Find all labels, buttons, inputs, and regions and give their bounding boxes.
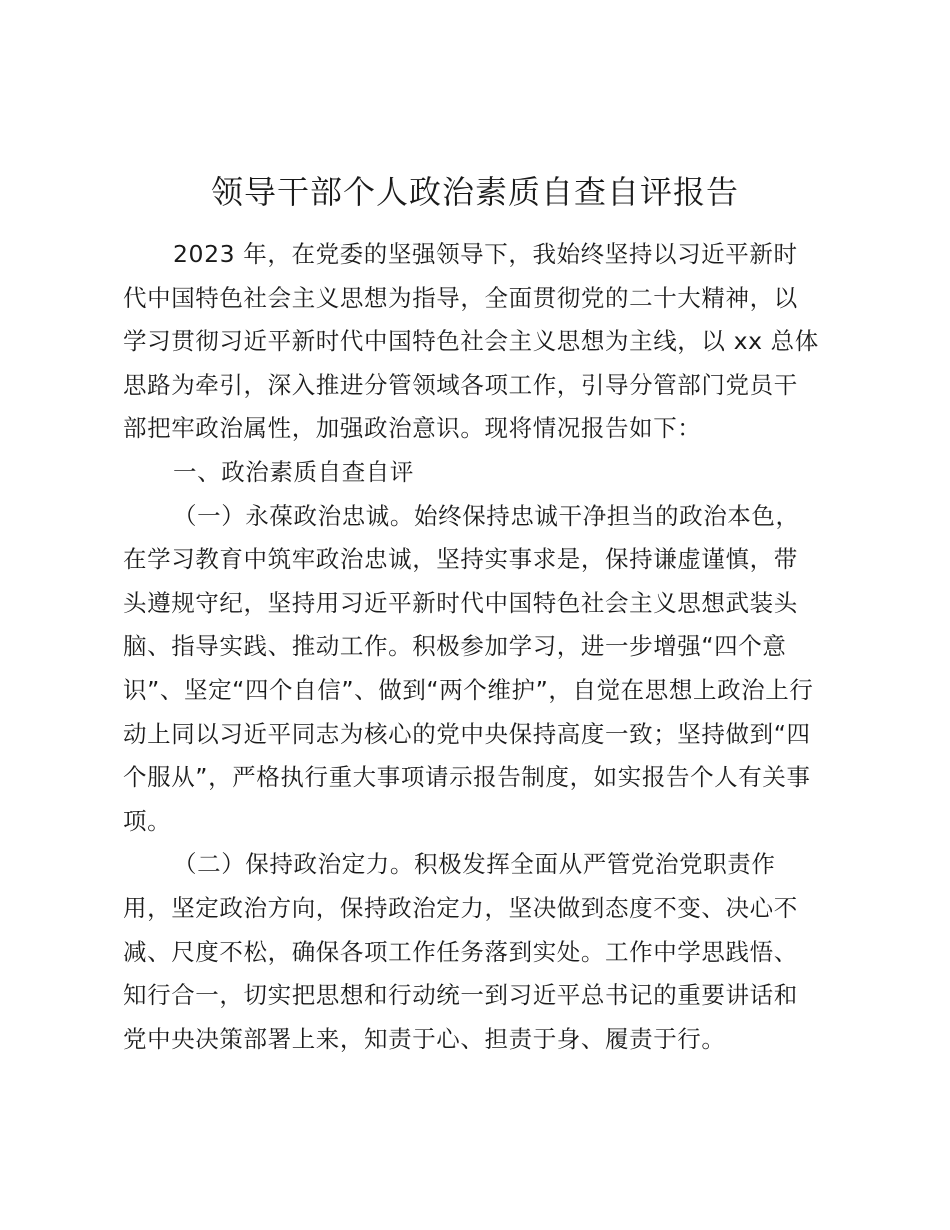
- paragraph-line: 代中国特色社会主义思想为指导，全面贯彻党的二十大精神，以: [123, 283, 798, 312]
- document-title: 领导干部个人政治素质自查自评报告: [210, 173, 739, 211]
- paragraph-line: 部把牢政治属性，加强政治意识。现将情况报告如下：: [123, 414, 702, 443]
- paragraph-line: （一）永葆政治忠诚。始终保持忠诚干净担当的政治本色，: [173, 501, 800, 530]
- paragraph-line: 减、尺度不松，确保各项工作任务落到实处。工作中学思践悟、: [123, 937, 798, 966]
- paragraph-line: 动上同以习近平同志为核心的党中央保持高度一致；坚持做到“四: [123, 719, 811, 748]
- paragraph-line: 识”、坚定“四个自信”、做到“两个维护”，自觉在思想上政治上行: [123, 675, 814, 704]
- paragraph-line: 脑、指导实践、推动工作。积极参加学习，进一步增强“四个意: [123, 632, 787, 661]
- paragraph-line: 在学习教育中筑牢政治忠诚，坚持实事求是，保持谦虚谨慎，带: [123, 545, 798, 574]
- paragraph-line: 头遵规守纪，坚持用习近平新时代中国特色社会主义思想武装头: [123, 588, 798, 617]
- paragraph-line: 知行合一，切实把思想和行动统一到习近平总书记的重要讲话和: [123, 981, 798, 1010]
- paragraph-line: 个服从”，严格执行重大事项请示报告制度，如实报告个人有关事: [123, 763, 811, 792]
- document-body: [123, 233, 835, 1061]
- paragraph-line: 项。: [123, 806, 172, 835]
- paragraph-line: 2023 年，在党委的坚强领导下，我始终坚持以习近平新时: [173, 240, 798, 268]
- section-heading: 一、政治素质自查自评: [173, 457, 414, 486]
- paragraph-line: 党中央决策部署上来，知责于心、担责于身、履责于行。: [123, 1024, 726, 1053]
- paragraph-line: 思路为牵引，深入推进分管领域各项工作，引导分管部门党员干: [123, 370, 798, 399]
- paragraph-line: （二）保持政治定力。积极发挥全面从严管党治党职责作: [173, 850, 776, 879]
- paragraph-line: 学习贯彻习近平新时代中国特色社会主义思想为主线，以 xx 总体: [123, 327, 819, 356]
- paragraph-line: 用，坚定政治方向，保持政治定力，坚决做到态度不变、决心不: [123, 893, 798, 922]
